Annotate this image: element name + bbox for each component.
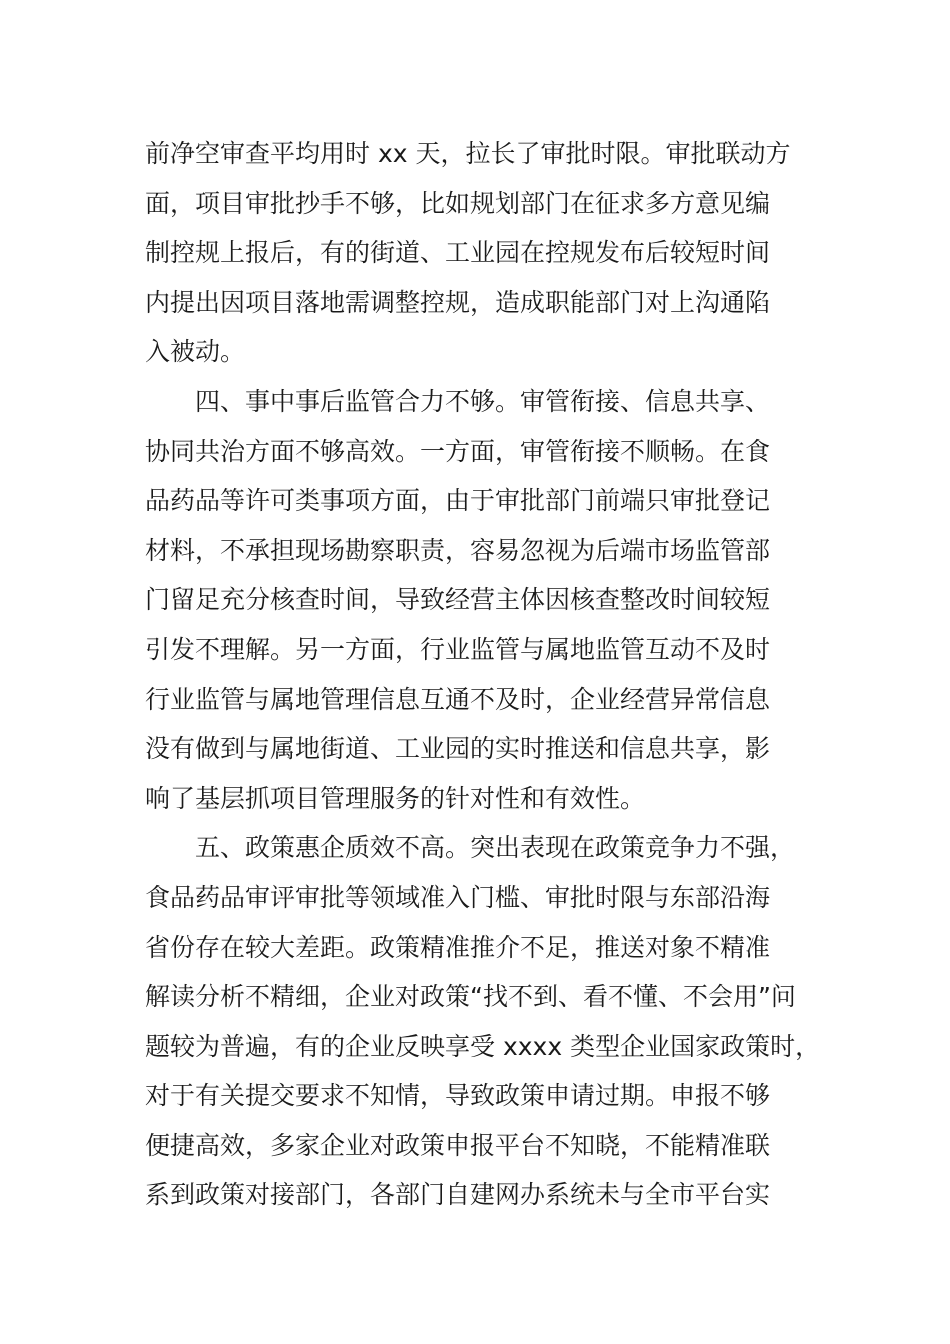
text-line: 题较为普遍，有的企业反映享受 xxxx 类型企业国家政策时， bbox=[145, 1031, 821, 1061]
paragraph-first-line: 五、政策惠企质效不高。突出表现在政策竞争力不强， bbox=[195, 833, 796, 863]
text-line: 行业监管与属地管理信息互通不及时，企业经营异常信息 bbox=[145, 684, 771, 714]
text-line: 系到政策对接部门，各部门自建网办系统未与全市平台实 bbox=[145, 1180, 771, 1210]
text-line: 便捷高效，多家企业对政策申报平台不知晓，不能精准联 bbox=[145, 1130, 771, 1160]
text-line: 入被动。 bbox=[145, 337, 246, 367]
text-line: 门留足充分核查时间，导致经营主体因核查整改时间较短 bbox=[145, 585, 771, 615]
text-line: 协同共治方面不够高效。一方面，审管衔接不顺畅。在食 bbox=[145, 436, 771, 466]
text-line: 面，项目审批抄手不够，比如规划部门在征求多方意见编 bbox=[145, 188, 771, 218]
text-line: 内提出因项目落地需调整控规，造成职能部门对上沟通陷 bbox=[145, 287, 771, 317]
text-line: 制控规上报后，有的街道、工业园在控规发布后较短时间 bbox=[145, 238, 771, 268]
text-line: 食品药品审评审批等领域准入门槛、审批时限与东部沿海 bbox=[145, 882, 771, 912]
text-line: 对于有关提交要求不知情，导致政策申请过期。申报不够 bbox=[145, 1081, 771, 1111]
text-line: 响了基层抓项目管理服务的针对性和有效性。 bbox=[145, 783, 646, 813]
text-line: 材料，不承担现场勘察职责，容易忽视为后端市场监管部 bbox=[145, 535, 771, 565]
text-line: 没有做到与属地街道、工业园的实时推送和信息共享，影 bbox=[145, 734, 771, 764]
document-body bbox=[145, 129, 845, 1220]
text-line: 省份存在较大差距。政策精准推介不足，推送对象不精准 bbox=[145, 932, 771, 962]
text-line: 前净空审查平均用时 xx 天，拉长了审批时限。审批联动方 bbox=[145, 139, 791, 168]
paragraph-first-line: 四、事中事后监管合力不够。审管衔接、信息共享、 bbox=[195, 386, 771, 416]
text-line: 引发不理解。另一方面，行业监管与属地监管互动不及时 bbox=[145, 634, 771, 664]
text-line: 品药品等许可类事项方面，由于审批部门前端只审批登记 bbox=[145, 486, 771, 516]
text-line: 解读分析不精细，企业对政策“找不到、看不懂、不会用”问 bbox=[145, 982, 796, 1012]
